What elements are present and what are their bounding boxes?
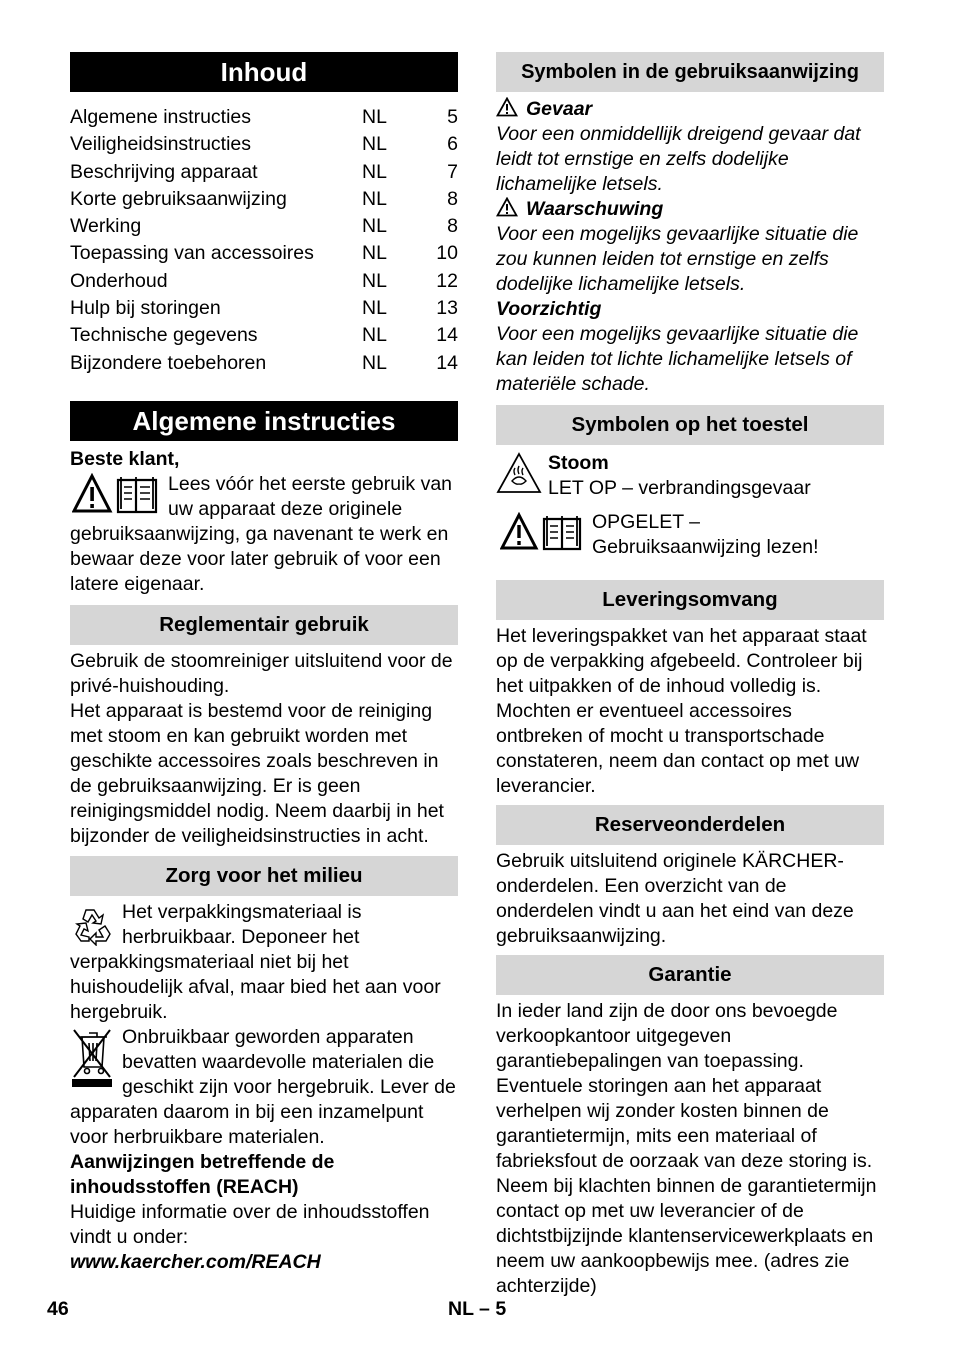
toc-title: Bijzondere toebehoren — [70, 351, 267, 374]
warranty-heading: Garantie — [496, 955, 884, 995]
toc-page: 13 — [436, 297, 458, 320]
toc-title: Technische gegevens — [70, 324, 258, 347]
toc-row[interactable] — [70, 240, 458, 267]
toc-row[interactable] — [70, 104, 458, 131]
caution-label: Voorzichtig — [496, 298, 602, 320]
intended-use-p2: Het apparaat is bestemd voor de reiniging met stoom en kan gebruikt worden met geschikte accessoires zoals beschreven in de gebruiksaanwijzing. Er is geen reinigingsmiddel nodig. Neem daarbij in het bijzonder de veiligheidsinstructies in acht. — [70, 699, 444, 847]
toc-lang: NL — [362, 133, 387, 156]
toc-title: Hulp bij storingen — [70, 297, 221, 320]
warranty-text: In ieder land zijn de door ons bevoegde verkoopkantoor uitgegeven garantiebepalingen van toepassing. Eventuele storingen aan het apparaat verhelpen wij zonder kosten binnen de garantietermijn, mits een materiaal of fabrieksfout de oorzaak van deze storing is. Neem bij klachten binnen de garantietermijn contact op met uw leverancier of de dichtstbijzijnde klantenservicewerkplaats en neem uw aankoopbewijs mee. (adres zie achterzijde) — [496, 1000, 877, 1297]
toc-page: 7 — [447, 160, 458, 183]
dear-customer: Beste klant, — [70, 447, 180, 470]
spares-text: Gebruik uitsluitend originele KÄRCHER-onderdelen. Een overzicht van de onderdelen vindt u aan het eind van deze gebruiksaanwijzing. — [496, 850, 854, 947]
steam-symbol-row — [496, 451, 884, 501]
general-instructions-heading: Algemene instructies — [70, 401, 458, 441]
toc-page: 8 — [447, 215, 458, 238]
toc-title: Korte gebruiksaanwijzing — [70, 187, 287, 210]
toc-title: Toepassing van accessoires — [70, 242, 314, 265]
toc-page: 8 — [447, 187, 458, 210]
toc-lang: NL — [362, 269, 387, 292]
toc-heading: Inhoud — [70, 52, 458, 92]
weee-paragraph: Onbruikbaar geworden apparaten bevatten waardevolle materialen die geschikt zijn voor hergebruik. Lever de apparaten daarom in bij een inzamelpunt voor herbruikbare materialen. — [70, 1025, 456, 1148]
spares-heading: Reserveonderdelen — [496, 805, 884, 845]
toc-row[interactable] — [70, 159, 458, 186]
warning-triangle-icon — [496, 97, 518, 117]
danger-label-row: Gevaar — [496, 97, 884, 122]
toc-page: 14 — [436, 324, 458, 347]
scope-heading: Leveringsomvang — [496, 580, 884, 620]
toc-row[interactable] — [70, 186, 458, 213]
toc-title: Onderhoud — [70, 269, 168, 292]
toc-lang: NL — [362, 351, 387, 374]
intended-use-heading: Reglementair gebruik — [70, 605, 458, 645]
warning-text: Voor een mogelijks gevaarlijke situatie die zou kunnen leiden tot ernstige en zelfs dodelijke lichamelijke letsels. — [496, 223, 859, 295]
toc-lang: NL — [362, 324, 387, 347]
toc-row[interactable] — [70, 213, 458, 240]
recycle-paragraph: Het verpakkingsmateriaal is herbruikbaar. Deponeer het verpakkingsmateriaal niet bij het huishoudelijk afval, maar bied het aan voor hergebruik. — [70, 900, 441, 1023]
toc-title: Algemene instructies — [70, 106, 252, 128]
toc-title: Beschrijving apparaat — [70, 160, 258, 183]
toc-row[interactable] — [70, 322, 458, 349]
left-column — [70, 52, 458, 1275]
section-page-ref: NL – 5 — [448, 1298, 507, 1320]
toc-page: 5 — [447, 106, 458, 128]
table-of-contents — [70, 104, 458, 377]
intended-use-p1: Gebruik de stoomreiniger uitsluitend voor de privé-huishouding. — [70, 649, 453, 697]
danger-text: Voor een onmiddellijk dreigend gevaar dat leidt tot ernstige en zelfs dodelijke lichamelijke letsels. — [496, 123, 861, 195]
toc-lang: NL — [362, 187, 387, 210]
toc-page: 6 — [447, 133, 458, 156]
right-column — [496, 52, 884, 1299]
warning-label-row: Waarschuwing — [496, 197, 884, 222]
symbols-manual-heading: Symbolen in de gebruiksaanwijzing — [496, 52, 884, 92]
toc-row[interactable] — [70, 268, 458, 295]
steam-label: Stoom — [548, 452, 609, 474]
toc-row[interactable] — [70, 350, 458, 377]
toc-page: 10 — [436, 242, 458, 265]
warning-triangle-icon — [496, 197, 518, 217]
page-number: 46 — [47, 1298, 69, 1320]
toc-lang: NL — [362, 160, 387, 183]
reach-heading: Aanwijzingen betreffende de inhoudsstoffen (REACH) — [70, 1150, 335, 1198]
caution-text: Voor een mogelijks gevaarlijke situatie die kan leiden tot lichte lichamelijke letsels of materiële schade. — [496, 323, 859, 395]
toc-lang: NL — [362, 215, 387, 238]
read-manual-symbol-row — [496, 510, 884, 560]
toc-lang: NL — [362, 106, 387, 128]
toc-lang: NL — [362, 297, 387, 320]
scope-text: Het leveringspakket van het apparaat staat op de verpakking afgebeeld. Controleer bij het uitpakken of de inhoud volledig is. Mochten er eventueel accessoires ontbreken of mocht u transportschade constateren, neem dan contact op met uw leverancier. — [496, 625, 867, 797]
steam-text: LET OP – verbrandingsgevaar — [548, 477, 811, 499]
warning-manual-icon — [72, 473, 160, 515]
toc-title: Werking — [70, 215, 142, 238]
weee-bin-icon — [70, 1027, 114, 1091]
reach-text: Huidige informatie over de inhoudsstoffen vindt u onder: — [70, 1200, 430, 1248]
symbols-device-heading: Symbolen op het toestel — [496, 405, 884, 445]
toc-row[interactable] — [70, 295, 458, 322]
environment-heading: Zorg voor het milieu — [70, 856, 458, 896]
toc-title: Veiligheidsinstructies — [70, 133, 252, 156]
toc-page: 12 — [436, 269, 458, 292]
hot-steam-icon — [496, 451, 542, 495]
intro-paragraph: Lees vóór het eerste gebruik van uw apparaat deze originele gebruiksaanwijzing, ga navenant te werk en bewaar deze voor later gebruik of voor een latere eigenaar. — [70, 472, 453, 595]
recycle-icon — [72, 906, 114, 946]
reach-link[interactable]: www.kaercher.com/REACH — [70, 1250, 321, 1273]
toc-lang: NL — [362, 242, 387, 265]
toc-page: 14 — [436, 351, 458, 374]
toc-row[interactable] — [70, 131, 458, 158]
read-manual-text: OPGELET – Gebruiksaanwijzing lezen! — [592, 511, 819, 558]
warning-manual-icon — [500, 512, 584, 552]
